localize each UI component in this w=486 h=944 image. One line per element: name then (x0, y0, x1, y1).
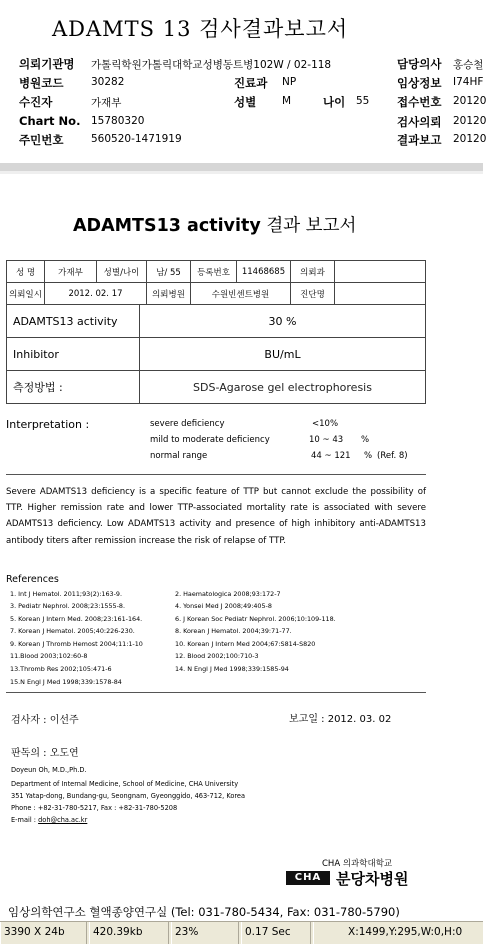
divider (6, 474, 426, 475)
interp-range: 10 ~ 43 (309, 435, 344, 445)
interp-unit: % (364, 451, 373, 461)
value-sex: M (282, 95, 292, 107)
value-doctor: 홍승철 (453, 59, 484, 71)
info-row (7, 283, 426, 305)
info-cell: 수원빈센트병원 (191, 283, 291, 305)
value-chart-no: 15780320 (91, 115, 145, 127)
label-patient: 수진자 (19, 95, 53, 109)
info-cell: 의뢰병원 (147, 283, 191, 305)
logo-hospital-name: 분당차병원 (336, 870, 409, 888)
results-table (6, 304, 426, 404)
value-patient: 가재부 (91, 97, 122, 109)
info-cell: 진단명 (291, 283, 335, 305)
report-title-bold: ADAMTS13 activity (73, 216, 261, 236)
doctor-phone: Phone : +82-31-780-5217, Fax : +82-31-780-5208 (11, 804, 178, 812)
label-receipt-no: 접수번호 (397, 95, 442, 109)
info-cell: 남/ 55 (147, 261, 191, 283)
interp-unit: % (361, 435, 370, 445)
result-label: ADAMTS13 activity (7, 305, 140, 338)
result-label: Inhibitor (7, 338, 140, 371)
value-client-org: 가톨릭학원가톨릭대학교성병동트병102W / 02-118 (91, 59, 332, 71)
info-cell: 의뢰일시 (7, 283, 45, 305)
info-cell (335, 283, 426, 305)
result-row (7, 305, 426, 338)
result-row (7, 338, 426, 371)
interp-note: (Ref. 8) (377, 451, 408, 461)
value-test-request: 20120 (453, 115, 486, 127)
reference-item: 1. Int J Hematol. 2011;93(2):163-9. (10, 590, 123, 598)
logo-university: CHA 의과학대학교 (322, 859, 393, 869)
reference-item: 7. Korean J Hematol. 2005;40:226-230. (10, 627, 135, 635)
reference-item: 11.Blood 2003;102:60-8 (10, 652, 88, 660)
references-title: References (6, 574, 59, 585)
label-sex: 성별 (234, 95, 257, 109)
reference-item: 6. J Korean Soc Pediatr Nephrol. 2006;10:109-118. (175, 615, 336, 623)
label-resident-no: 주민번호 (19, 133, 64, 147)
interp-range: 44 ~ 121 (311, 451, 351, 461)
info-cell: 가재부 (45, 261, 97, 283)
info-cell: 성 명 (7, 261, 45, 283)
reference-item: 4. Yonsei Med J 2008;49:405-8 (175, 602, 272, 610)
info-cell: 2012. 02. 17 (45, 283, 147, 305)
status-cursor: X:1499,Y:295,W:0,H:0 (313, 922, 483, 944)
info-cell: 의뢰과 (291, 261, 335, 283)
doctor-address: 351 Yatap-dong, Bundang-gu, Seongnam, Gyeonggido, 463-712, Korea (11, 792, 246, 800)
email-link[interactable]: doh@cha.ac.kr (38, 816, 88, 824)
value-receipt-no: 20120 (453, 95, 486, 107)
email-label: E-mail : (11, 816, 39, 824)
report-date: 보고일 : 2012. 03. 02 (289, 714, 392, 725)
info-cell: 11468685 (237, 261, 291, 283)
info-row (7, 261, 426, 283)
reference-item: 13.Thromb Res 2002;105:471-6 (10, 665, 112, 673)
reference-item: 2. Haematologica 2008;93:172-7 (175, 590, 281, 598)
doctor-department: Department of Internal Medicine, School of Medicine, CHA University (11, 780, 239, 788)
label-department: 진료과 (234, 76, 268, 90)
reading-physician: 판독의 : 오도연 (11, 748, 79, 759)
info-cell: 등록번호 (191, 261, 237, 283)
label-doctor: 담당의사 (397, 57, 442, 71)
value-resident-no: 560520-1471919 (91, 133, 182, 145)
report-title (73, 212, 356, 237)
interpretation-label: Interpretation : (6, 418, 90, 431)
result-label: 측정방법 : (7, 371, 140, 404)
status-zoom: 23% (171, 922, 239, 944)
interp-level: mild to moderate deficiency (150, 435, 270, 445)
clinical-comment: Severe ADAMTS13 deficiency is a specific feature of TTP but cannot exclude the possibility of TTP. Higher remission rate and lower TTP-associated mortality rate is associated with severe ADAMTS13 deficiency. Low ADAMTS13 activity and presence of high inhibitory anti-ADAMTS13 antibody titers after remission increase the risk of relapse of TTP. (6, 487, 426, 546)
label-test-request: 검사의뢰 (397, 115, 442, 129)
divider (6, 692, 426, 693)
reference-item: 8. Korean J Hematol. 2004;39:71-77. (175, 627, 292, 635)
cha-logo-icon: CHA (286, 871, 330, 885)
info-cell (335, 261, 426, 283)
value-clinical-info: I74HF (453, 76, 484, 88)
result-value: 30 % (140, 305, 426, 338)
interp-level: normal range (150, 451, 208, 461)
result-value: BU/mL (140, 338, 426, 371)
header-title: ADAMTS 13 검사결과보고서 (52, 17, 349, 41)
reference-item: 14. N Engl J Med 1998;339:1585-94 (175, 665, 289, 673)
lab-contact-footer: 임상의학연구소 혈액종양연구실 (Tel: 031-780-5434, Fax: 031-780-5790) (8, 905, 400, 919)
interp-range: <10% (312, 419, 339, 429)
result-value: SDS-Agarose gel electrophoresis (140, 371, 426, 404)
label-hospital-code: 병원코드 (19, 76, 64, 90)
report-title-rest: 결과 보고서 (260, 216, 357, 236)
value-hospital-code: 30282 (91, 76, 125, 88)
interp-level: severe deficiency (150, 419, 225, 429)
status-file-size: 420.39kb (89, 922, 169, 944)
examiner: 검사자 : 이선주 (11, 715, 79, 726)
result-header (0, 0, 486, 163)
page-separator (0, 163, 483, 171)
label-age: 나이 (323, 95, 346, 109)
patient-info-table (6, 260, 426, 305)
doctor-email-line (11, 816, 87, 824)
scanned-report (0, 174, 483, 921)
status-load-time: 0.17 Sec (241, 922, 311, 944)
label-result-report: 결과보고 (397, 133, 442, 147)
reference-item: 12. Blood 2002;100:710-3 (175, 652, 259, 660)
value-department: NP (282, 76, 297, 88)
value-result-report: 20120 (453, 133, 486, 145)
status-dimensions: 3390 X 24b (0, 922, 87, 944)
doctor-name: Doyeun Oh, M.D.,Ph.D. (11, 766, 87, 774)
result-row (7, 371, 426, 404)
reference-item: 15.N Engl J Med 1998;339:1578-84 (10, 678, 122, 686)
label-chart-no: Chart No. (19, 114, 81, 128)
viewer-status-bar (0, 921, 483, 944)
info-cell: 성별/나이 (97, 261, 147, 283)
reference-item: 10. Korean J Intern Med 2004;67:S814-S820 (175, 640, 316, 648)
reference-item: 3. Pediatr Nephrol. 2008;23:1555-8. (10, 602, 126, 610)
label-client-org: 의뢰기관명 (19, 57, 75, 71)
label-clinical-info: 임상정보 (397, 76, 442, 90)
reference-item: 9. Korean J Thromb Hemost 2004;11:1-10 (10, 640, 143, 648)
reference-item: 5. Korean J Intern Med. 2008;23:161-164. (10, 615, 143, 623)
value-age: 55 (356, 95, 370, 107)
